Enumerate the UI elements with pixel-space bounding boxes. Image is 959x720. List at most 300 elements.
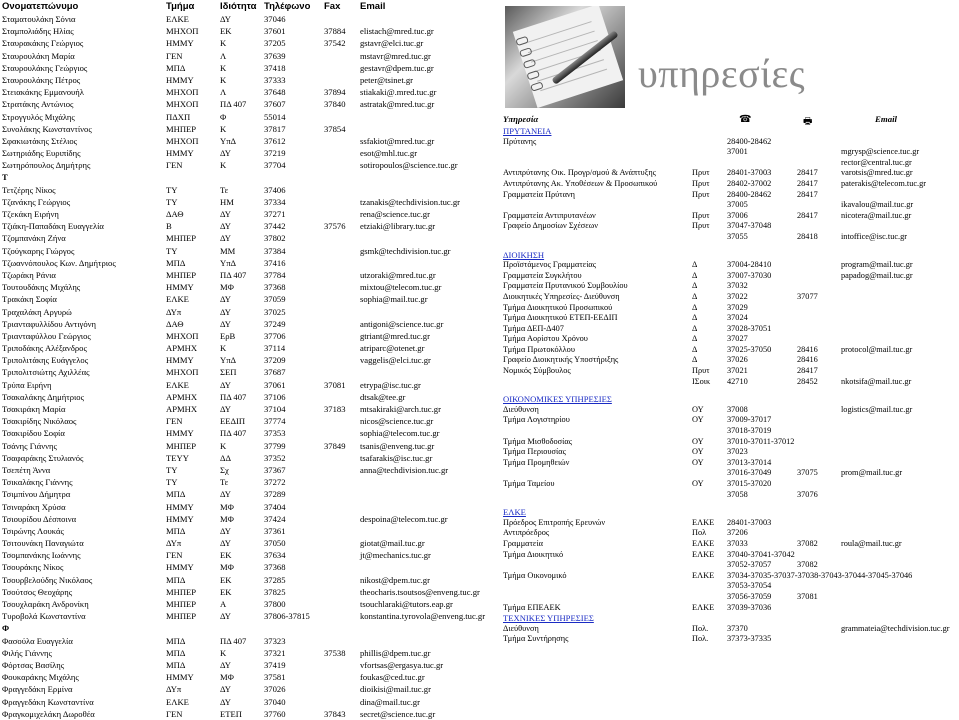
cell-dept: ΗΜΜΥ xyxy=(166,74,194,85)
cell-email[interactable]: dtsak@tee.gr xyxy=(360,391,406,402)
cell-phone: 37361 xyxy=(264,525,286,536)
service-phone: 37040-37041-37042 xyxy=(727,549,795,559)
cell-role: ΜΦ xyxy=(220,562,234,573)
service-row xyxy=(503,345,959,356)
cell-role: ΠΔ 407 xyxy=(220,635,247,646)
cell-phone: 37784 xyxy=(264,269,286,280)
cell-email[interactable]: phillis@dpem.tuc.gr xyxy=(360,647,431,658)
cell-dept: ΗΜΜΥ xyxy=(166,501,194,512)
cell-email[interactable]: nicos@science.tuc.gr xyxy=(360,416,434,427)
table-row xyxy=(2,391,480,403)
service-row xyxy=(503,324,959,335)
cell-email[interactable]: gstavr@elci.tuc.gr xyxy=(360,38,424,49)
cell-dept: ΓΕΝ xyxy=(166,708,183,719)
cell-email[interactable]: peter@tsinet.gr xyxy=(360,74,414,85)
cell-role: ΔΥ xyxy=(220,404,231,414)
table-row xyxy=(2,379,480,391)
service-label: Αντιπρύτανης Ακ. Υποθέσεων & Προσωπικού xyxy=(503,178,658,188)
cell-email[interactable]: vaggelis@elci.tuc.gr xyxy=(360,355,431,366)
cell-dept: ΓΕΝ xyxy=(166,50,183,61)
service-row xyxy=(503,458,959,469)
cell-phone: 37367 xyxy=(264,464,286,475)
cell-phone: 37114 xyxy=(264,343,286,354)
cell-dept: ΗΜΜΥ xyxy=(166,672,194,683)
cell-email[interactable]: mixtou@telecom.tuc.gr xyxy=(360,282,442,293)
table-row xyxy=(2,135,480,147)
letter-label: Φ xyxy=(2,623,10,634)
directory-rows xyxy=(2,13,486,720)
cell-email[interactable]: mtsakiraki@arch.tuc.gr xyxy=(360,404,441,414)
cell-name: Τζωράκη Ράνια xyxy=(2,269,56,280)
service-email[interactable]: grammateia@techdivision.tuc.gr xyxy=(841,623,950,633)
header-email: Email xyxy=(360,1,386,12)
service-phone: 37004-28410 xyxy=(727,260,772,270)
table-row xyxy=(2,427,480,439)
service-label: Τμήμα Μισθοδοσίας xyxy=(503,436,573,446)
table-row xyxy=(2,220,480,232)
service-label: Διοικητικές Υπηρεσίες- Διεύθυνση xyxy=(503,291,620,301)
table-row xyxy=(2,306,480,318)
cell-phone: 37219 xyxy=(264,148,286,159)
cell-role: Κ xyxy=(220,343,227,354)
service-email[interactable]: prom@mail.tuc.gr xyxy=(841,468,903,478)
table-row xyxy=(2,37,480,49)
cell-role: ΔΥ xyxy=(220,221,231,232)
cell-name: Τουτουδάκης Μιχάλης xyxy=(2,282,81,293)
service-fax: 28416 xyxy=(797,355,818,365)
table-row xyxy=(2,696,480,708)
cell-name: Τσούτσος Θεοχάρης xyxy=(2,586,73,597)
cell-email[interactable]: foukas@ced.tuc.gr xyxy=(360,672,425,683)
section-title[interactable]: ΔΙΟΙΚΗΣΗ xyxy=(503,249,545,260)
service-phone: 37034-37035-37037-37038-37043-37044-37045-37046 xyxy=(727,570,913,580)
service-row xyxy=(503,366,959,377)
service-code: Δ xyxy=(692,344,698,354)
table-row xyxy=(2,452,480,464)
cell-phone: 37581 xyxy=(264,672,286,683)
cell-phone: 37418 xyxy=(264,62,286,73)
service-phone: 37008 xyxy=(727,404,748,414)
cell-name: Τριπολιτσιώτης Αχιλλέας xyxy=(2,367,90,378)
cell-name: Τσεπέτη Άννα xyxy=(2,464,51,475)
services-rows xyxy=(503,126,959,645)
service-code: ΕΛΚΕ xyxy=(692,517,715,527)
table-row xyxy=(2,525,480,537)
cell-email[interactable]: dioikisi@mail.tuc.gr xyxy=(360,684,431,695)
cell-phone: 37025 xyxy=(264,306,286,317)
cell-name: Φραγγεδάκη Κωνσταντίνα xyxy=(2,696,94,707)
cell-phone: 37249 xyxy=(264,318,286,329)
service-phone: 37058 xyxy=(727,489,748,499)
cell-name: Φουκαράκης Μιχάλης xyxy=(2,672,79,683)
service-email[interactable]: protocol@mail.tuc.gr xyxy=(841,344,913,354)
service-label: Διεύθυνση xyxy=(503,404,539,414)
cell-email[interactable]: tsanis@enveng.tuc.gr xyxy=(360,440,435,451)
service-phone: 37001 xyxy=(727,147,748,157)
cell-fax: 37183 xyxy=(324,404,346,414)
cell-email[interactable]: anna@techdivision.tuc.gr xyxy=(360,464,449,475)
notebook-photo xyxy=(505,6,625,108)
cell-name: Στρατάκης Αντώνιος xyxy=(2,99,74,110)
cell-phone: 37760 xyxy=(264,708,286,719)
service-row xyxy=(503,313,959,324)
cell-phone: 37825 xyxy=(264,586,286,597)
service-row xyxy=(503,190,959,201)
table-row xyxy=(2,196,480,208)
letter-label: Τ xyxy=(2,172,8,183)
section-title[interactable]: ΠΡΥΤΑΝΕΙΑ xyxy=(503,126,552,136)
cell-name: Τσακιρίδης Νικόλαος xyxy=(2,416,77,427)
service-phone: 37024 xyxy=(727,313,748,323)
cell-email[interactable]: konstantina.tyrovola@enveng.tuc.gr xyxy=(360,611,486,622)
table-row xyxy=(2,513,480,525)
cell-name: Σταυρουλάκη Μαρία xyxy=(2,50,75,61)
table-row xyxy=(2,659,480,671)
cell-name: Τυροβολά Κωνσταντίνα xyxy=(2,611,86,622)
cell-role: ΠΔ 407 xyxy=(220,269,247,280)
service-code: Πρυτ xyxy=(692,189,710,199)
service-label: Γραφείο Δημοσίων Σχέσεων xyxy=(503,221,598,231)
cell-phone: 37817 xyxy=(264,123,286,134)
cell-role: ΕΚ xyxy=(220,586,232,597)
cell-name: Τριανταφυλλίδου Αντιγόνη xyxy=(2,318,97,329)
service-row xyxy=(503,158,959,169)
cell-dept: ΜΗΠΕΡ xyxy=(166,440,197,451)
cell-role: ΔΥ xyxy=(220,209,231,219)
cell-dept: ΜΗΧΟΠ xyxy=(166,330,199,341)
service-fax: 37075 xyxy=(797,468,818,478)
cell-role: ΔΥ xyxy=(220,318,231,329)
section-title[interactable]: ΕΛΚΕ xyxy=(503,507,526,518)
service-code: Δ xyxy=(692,302,698,312)
service-row xyxy=(503,179,959,190)
table-row xyxy=(2,318,480,330)
service-label: Τμήμα Αορίστου Χρόνου xyxy=(503,334,588,344)
cell-name: Φασούλα Ευαγγελία xyxy=(2,635,73,646)
table-row xyxy=(2,708,480,720)
service-email[interactable]: nkotsifa@mail.tuc.gr xyxy=(841,376,912,386)
cell-dept: ΜΗΠΕΡ xyxy=(166,611,197,622)
table-row xyxy=(2,501,480,513)
spacer xyxy=(503,387,959,394)
service-email[interactable]: rector@central.tuc.gr xyxy=(841,157,912,167)
service-row xyxy=(503,355,959,366)
cell-phone: 37050 xyxy=(264,538,286,549)
cell-dept: ΜΠΔ xyxy=(166,574,186,585)
cell-email[interactable]: giotat@mail.tuc.gr xyxy=(360,538,425,549)
cell-email[interactable]: tzanakis@techdivision.tuc.gr xyxy=(360,196,461,207)
section-heading xyxy=(503,394,959,405)
cell-email[interactable]: gestavr@dpem.tuc.gr xyxy=(360,62,434,73)
cell-role: ΕΚ xyxy=(220,26,232,37)
header-role: Ιδιότητα xyxy=(220,1,257,12)
cell-role: ΜΦ xyxy=(220,501,234,512)
cell-dept: ΓΕΝ xyxy=(166,550,183,561)
service-phone: 37006 xyxy=(727,210,748,220)
service-label: Τμήμα Οικονομικό xyxy=(503,570,567,580)
table-row xyxy=(2,342,480,354)
spacer xyxy=(503,243,959,250)
service-label: Πρύτανης xyxy=(503,136,537,146)
cell-role: ΣΕΠ xyxy=(220,367,237,378)
service-phone: 28402-37002 xyxy=(727,178,772,188)
cell-name: Τζιάκη-Παπαδάκη Ευαγγελία xyxy=(2,221,104,232)
cell-dept: ΗΜΜΥ xyxy=(166,38,194,49)
table-row xyxy=(2,683,480,695)
cell-role: Τε xyxy=(220,184,229,195)
service-row xyxy=(503,437,959,448)
cell-email[interactable]: gtriant@mred.tuc.gr xyxy=(360,330,430,341)
cell-role: ΔΥ xyxy=(220,379,231,390)
service-email[interactable]: intoffice@isc.tuc.gr xyxy=(841,231,908,241)
service-code: Πρυτ xyxy=(692,168,710,178)
service-label: Τμήμα Προμηθειών xyxy=(503,457,570,467)
table-row xyxy=(2,354,480,366)
cell-dept: ΔΥπ xyxy=(166,306,182,317)
service-phone: 37052-37057 xyxy=(727,560,772,570)
cell-name: Φιλής Γιάννης xyxy=(2,647,52,658)
service-label: Τμήμα ΔΕΠ-Δ407 xyxy=(503,323,564,333)
section-heading xyxy=(503,507,959,518)
cell-name: Τσομπανάκης Ιωάννης xyxy=(2,550,81,561)
cell-email[interactable]: secret@science.tuc.gr xyxy=(360,708,436,719)
service-fax: 28417 xyxy=(797,210,818,220)
table-row xyxy=(2,586,480,598)
service-email[interactable]: program@mail.tuc.gr xyxy=(841,260,913,270)
service-row xyxy=(503,147,959,158)
table-row xyxy=(2,464,480,476)
service-fax: 28417 xyxy=(797,366,818,376)
section-heading xyxy=(503,613,959,624)
cell-fax: 37538 xyxy=(324,647,346,658)
service-fax: 28418 xyxy=(797,231,818,241)
service-code: Πρυτ xyxy=(692,210,710,220)
cell-name: Τσιουρίδου Δέσποινα xyxy=(2,513,77,524)
service-code: ΟΥ xyxy=(692,404,704,414)
cell-email[interactable]: theocharis.tsoutsos@enveng.tuc.gr xyxy=(360,586,480,597)
service-code: ΟΥ xyxy=(692,415,704,425)
cell-dept: ΑΡΜΗΧ xyxy=(166,391,198,402)
cell-email[interactable]: atriparc@otenet.gr xyxy=(360,343,425,354)
service-row xyxy=(503,426,959,437)
service-label: Αντιπρύτανης Οικ. Προγρ/σμού & Ανάπτυξης xyxy=(503,168,656,178)
cell-role: ΔΥ xyxy=(220,14,231,24)
cell-email[interactable]: etziaki@library.tuc.gr xyxy=(360,221,436,232)
cell-phone: 37368 xyxy=(264,282,286,293)
service-fax: 37081 xyxy=(797,591,818,601)
cell-email[interactable]: sophia@mail.tuc.gr xyxy=(360,294,428,305)
cell-email[interactable]: sotiropoulos@science.tuc.gr xyxy=(360,160,458,171)
cell-name: Σταμπολιάδης Ηλίας xyxy=(2,26,74,37)
service-email[interactable]: nicotera@mail.tuc.gr xyxy=(841,210,912,220)
table-row xyxy=(2,440,480,452)
table-row xyxy=(2,281,480,293)
cell-dept: ΜΗΧΟΠ xyxy=(166,367,199,378)
cell-dept: ΜΗΠΕΡ xyxy=(166,233,197,244)
letter-heading xyxy=(2,622,480,634)
cell-email[interactable]: etrypa@isc.tuc.gr xyxy=(360,379,421,390)
cell-email[interactable]: stiakaki@.mred.tuc.gr xyxy=(360,87,437,98)
cell-phone: 37612 xyxy=(264,135,286,146)
service-row xyxy=(503,377,959,388)
service-phone: 28400-28462 xyxy=(727,136,772,146)
service-phone: 28401-37003 xyxy=(727,517,772,527)
cell-email[interactable]: tsafarakis@isc.tuc.gr xyxy=(360,452,433,463)
cell-role: ΔΥ xyxy=(220,294,231,305)
cell-role: Φ xyxy=(220,111,227,122)
section-title[interactable]: ΤΕΧΝΙΚΕΣ ΥΠΗΡΕΣΙΕΣ xyxy=(503,613,594,624)
service-row xyxy=(503,603,959,614)
table-row xyxy=(2,62,480,74)
table-row xyxy=(2,184,480,196)
cell-email[interactable]: antigoni@science.tuc.gr xyxy=(360,318,444,329)
service-email[interactable]: varotsis@mred.tuc.gr xyxy=(841,168,913,178)
cell-role: ΜΦ xyxy=(220,513,234,524)
cell-email[interactable]: despoina@telecom.tuc.gr xyxy=(360,513,448,524)
service-label: Γραμματεία xyxy=(503,538,543,548)
fax-icon: 🖶 xyxy=(803,116,813,127)
service-phone: 37018-37019 xyxy=(727,426,772,436)
cell-name: Τρακάκη Σοφία xyxy=(2,294,57,305)
cell-email[interactable]: tsouchlaraki@tutors.eap.gr xyxy=(360,599,453,609)
service-code: Πολ. xyxy=(692,634,709,644)
cell-email[interactable]: nikost@dpem.tuc.gr xyxy=(360,574,430,585)
cell-email[interactable]: jt@mechanics.tuc.gr xyxy=(360,550,431,561)
service-label: Γραφείο Διοικητικής Υποστήριξης xyxy=(503,355,619,365)
service-row xyxy=(503,334,959,345)
service-email[interactable]: papadog@mail.tuc.gr xyxy=(841,270,913,280)
cell-phone: 37321 xyxy=(264,647,286,658)
cell-dept: ΤΥ xyxy=(166,464,178,475)
table-row xyxy=(2,635,480,647)
service-email[interactable]: ikavalou@mail.tuc.gr xyxy=(841,200,914,210)
service-row xyxy=(503,592,959,603)
service-row xyxy=(503,292,959,303)
cell-phone: 37104 xyxy=(264,404,286,414)
cell-dept: ΤΥ xyxy=(166,184,178,195)
cell-name: Τζούγκαρης Γιώργος xyxy=(2,245,75,256)
table-row xyxy=(2,86,480,98)
service-row xyxy=(503,560,959,571)
table-row xyxy=(2,74,480,86)
cell-name: Φόρτσας Βασίλης xyxy=(2,659,65,670)
cell-name: Στειακάκης Εμμανουήλ xyxy=(2,87,84,98)
cell-phone: 37353 xyxy=(264,428,286,439)
service-code: Δ xyxy=(692,334,698,344)
cell-email[interactable]: dina@mail.tuc.gr xyxy=(360,696,420,707)
service-phone: 37025-37050 xyxy=(727,344,772,354)
cell-name: Τσακαλάκης Δημήτριος xyxy=(2,391,84,402)
cell-name: Τσικαλάκης Γιάννης xyxy=(2,477,73,488)
cell-dept: ΔΑΘ xyxy=(166,318,184,329)
service-code: Πολ. xyxy=(692,623,709,633)
cell-role: ΥπΔ xyxy=(220,135,237,146)
table-row xyxy=(2,488,480,500)
cell-email[interactable]: vfortsas@ergasya.tuc.gr xyxy=(360,659,444,670)
cell-role: ΠΔ 407 xyxy=(220,99,247,110)
cell-email[interactable]: mstavr@mred.tuc.gr xyxy=(360,50,431,61)
cell-email[interactable]: sophia@telecom.tuc.gr xyxy=(360,428,440,439)
cell-fax: 37542 xyxy=(324,38,346,49)
service-row xyxy=(503,232,959,243)
service-code: ΟΥ xyxy=(692,436,704,446)
table-row xyxy=(2,232,480,244)
cell-phone: 37601 xyxy=(264,26,286,37)
cell-role: ΔΥ xyxy=(220,538,231,549)
service-phone: 37053-37054 xyxy=(727,581,772,591)
service-code: Δ xyxy=(692,291,698,301)
service-label: Τμήμα Συντήρησης xyxy=(503,634,569,644)
cell-email[interactable]: gsmk@techdivision.tuc.gr xyxy=(360,245,451,256)
service-email[interactable]: mgrysp@science.tuc.gr xyxy=(841,147,920,157)
cell-role: Κ xyxy=(220,160,227,171)
service-label: Τμήμα Διοικητικού Προσωπικού xyxy=(503,302,613,312)
service-row xyxy=(503,168,959,179)
cell-fax: 37854 xyxy=(324,123,346,134)
cell-dept: ΜΗΧΟΠ xyxy=(166,99,199,110)
cell-email[interactable]: utzoraki@mred.tuc.gr xyxy=(360,269,436,280)
service-email[interactable]: logistics@mail.tuc.gr xyxy=(841,404,913,414)
cell-email[interactable]: astratak@mred.tuc.gr xyxy=(360,99,435,110)
cell-phone: 37384 xyxy=(264,245,286,256)
cell-phone: 37026 xyxy=(264,684,286,695)
cell-dept: ΕΛΚΕ xyxy=(166,379,189,390)
cell-role: ΕρΒ xyxy=(220,330,236,341)
service-row xyxy=(503,405,959,416)
cell-dept: ΗΜΜΥ xyxy=(166,513,194,524)
cell-role: Κ xyxy=(220,62,227,73)
service-email[interactable]: paterakis@telecom.tuc.gr xyxy=(841,178,927,188)
cell-role: ΔΥ xyxy=(220,148,231,159)
service-fax: 28452 xyxy=(797,376,818,386)
service-email[interactable]: roula@mail.tuc.gr xyxy=(841,538,902,548)
cell-name: Σταυρακάκης Γεώργιος xyxy=(2,38,84,49)
service-label: Τμήμα Ταμείου xyxy=(503,479,555,488)
cell-phone: 37323 xyxy=(264,635,286,646)
table-row xyxy=(2,647,480,659)
service-phone: 37028-37051 xyxy=(727,323,772,333)
cell-email[interactable]: ssfakiot@mred.tuc.gr xyxy=(360,135,435,146)
cell-phone: 37806-37815 xyxy=(264,611,310,622)
cell-email[interactable]: elistach@mred.tuc.gr xyxy=(360,26,434,37)
service-phone: 37013-37014 xyxy=(727,457,772,467)
table-row xyxy=(2,537,480,549)
table-row xyxy=(2,610,486,622)
cell-dept: ΗΜΜΥ xyxy=(166,148,194,159)
cell-phone: 37205 xyxy=(264,38,286,49)
cell-name: Τσακιρίδου Σοφία xyxy=(2,428,65,439)
cell-dept: ΜΗΧΟΠ xyxy=(166,135,199,146)
service-phone: 37039-37036 xyxy=(727,602,772,612)
cell-phone: 37352 xyxy=(264,452,286,463)
cell-fax: 37576 xyxy=(324,221,346,232)
service-phone: 37055 xyxy=(727,231,748,241)
section-title[interactable]: ΟΙΚΟΝΟΜΙΚΕΣ ΥΠΗΡΕΣΙΕΣ xyxy=(503,394,612,405)
service-label: Διεύθυνση xyxy=(503,623,539,633)
cell-role: ΕΕΔΙΠ xyxy=(220,416,246,427)
cell-role: Α xyxy=(220,599,227,609)
cell-dept: ΜΗΠΕΡ xyxy=(166,599,197,609)
cell-dept: ΜΠΔ xyxy=(166,62,186,73)
service-label: Αντιπρόεδρος xyxy=(503,528,550,538)
service-phone: 37033 xyxy=(727,538,748,548)
cell-email[interactable]: esot@mhl.tuc.gr xyxy=(360,148,418,159)
cell-phone: 55014 xyxy=(264,111,286,122)
cell-email[interactable]: rena@science.tuc.gr xyxy=(360,209,430,219)
service-row xyxy=(503,281,959,292)
service-row xyxy=(503,415,959,426)
table-row xyxy=(2,257,480,269)
